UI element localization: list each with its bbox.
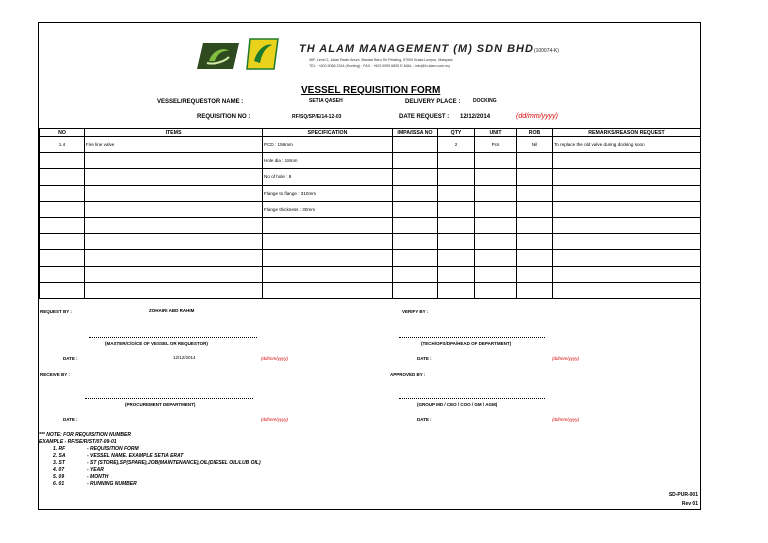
table-cell[interactable] xyxy=(438,234,475,250)
group-signature-line xyxy=(399,398,545,399)
table-cell[interactable] xyxy=(40,153,85,169)
date-hint-3: (dd/mm/yyyy) xyxy=(261,417,288,422)
date-label-3: DATE : xyxy=(63,417,78,422)
table-cell[interactable] xyxy=(40,185,85,201)
table-cell[interactable] xyxy=(438,153,475,169)
table-cell[interactable] xyxy=(393,266,438,282)
table-cell[interactable] xyxy=(553,282,701,298)
note-desc: - REQUISITION FORM xyxy=(87,446,139,452)
verify-by-label: VERIFY BY : xyxy=(402,309,429,314)
table-cell[interactable]: 2 xyxy=(438,137,475,153)
table-cell[interactable] xyxy=(85,234,263,250)
tech-caption: (TECH/OPS/DPA/HEAD OF DEPARTMENT) xyxy=(421,341,512,346)
table-cell[interactable]: Fire line valve xyxy=(85,137,263,153)
approved-by-label: APPROVED BY : xyxy=(390,372,426,377)
table-cell[interactable] xyxy=(475,153,517,169)
procurement-signature-line xyxy=(85,398,253,399)
table-cell[interactable] xyxy=(393,282,438,298)
request-by-label: REQUEST BY : xyxy=(40,309,72,314)
table-cell[interactable] xyxy=(85,169,263,185)
table-cell[interactable] xyxy=(553,201,701,217)
table-cell[interactable] xyxy=(85,201,263,217)
table-cell[interactable] xyxy=(393,185,438,201)
col-header-no: NO xyxy=(40,129,85,137)
table-cell[interactable]: No of hole : 8 xyxy=(263,169,393,185)
table-cell[interactable] xyxy=(263,250,393,266)
table-cell[interactable] xyxy=(85,250,263,266)
table-cell[interactable]: Flange to flange : 310mm xyxy=(263,185,393,201)
table-cell[interactable] xyxy=(85,185,263,201)
requisition-no-label: REQUISITION NO : xyxy=(197,114,251,120)
note-desc: - VESSEL NAME. EXAMPLE SETIA ERAT xyxy=(87,453,184,459)
table-cell[interactable] xyxy=(40,201,85,217)
table-cell[interactable] xyxy=(475,217,517,233)
table-cell[interactable] xyxy=(393,169,438,185)
table-cell[interactable] xyxy=(517,153,553,169)
table-row xyxy=(40,137,701,153)
note-code: 6. 01 xyxy=(53,481,65,487)
vessel-value[interactable]: SETIA QASEH xyxy=(309,98,343,104)
tech-signature-line xyxy=(399,337,545,338)
table-cell[interactable] xyxy=(40,217,85,233)
table-cell[interactable] xyxy=(263,234,393,250)
date-label-4: DATE : xyxy=(417,417,432,422)
col-header-impa: IMPA/ISSA NO xyxy=(393,129,438,137)
table-cell[interactable] xyxy=(438,217,475,233)
col-header-qty: QTY xyxy=(438,129,475,137)
table-cell[interactable] xyxy=(263,266,393,282)
table-row xyxy=(40,217,701,233)
company-logo-icon xyxy=(195,41,241,71)
table-cell[interactable]: PCD : 156mm xyxy=(263,137,393,153)
table-cell[interactable] xyxy=(517,282,553,298)
table-cell[interactable]: Hole dia : 18mm xyxy=(263,153,393,169)
table-cell[interactable] xyxy=(517,185,553,201)
table-cell[interactable] xyxy=(475,169,517,185)
requisition-no-value[interactable]: RF/SQ/SP/E/14-12-03 xyxy=(292,114,342,120)
table-cell[interactable] xyxy=(438,201,475,217)
table-cell[interactable] xyxy=(553,169,701,185)
items-table xyxy=(39,128,701,299)
date-label-2: DATE : xyxy=(417,356,432,361)
company-name-text: TH ALAM MANAGEMENT (M) SDN BHD xyxy=(299,43,534,55)
doc-revision: Rev 01 xyxy=(681,501,698,507)
table-cell[interactable] xyxy=(393,217,438,233)
form-title: VESSEL REQUISITION FORM xyxy=(301,85,441,96)
note-code: 3. ST xyxy=(53,460,65,466)
table-cell[interactable] xyxy=(517,201,553,217)
table-cell[interactable] xyxy=(553,153,701,169)
table-cell[interactable] xyxy=(85,266,263,282)
table-cell[interactable]: Flange thickness : 30mm xyxy=(263,201,393,217)
table-cell[interactable] xyxy=(85,153,263,169)
table-cell[interactable] xyxy=(517,234,553,250)
table-cell[interactable] xyxy=(553,185,701,201)
table-cell[interactable] xyxy=(393,153,438,169)
table-row xyxy=(40,282,701,298)
table-cell[interactable] xyxy=(263,217,393,233)
note-desc: - RUNNING NUMBER xyxy=(87,481,137,487)
table-cell[interactable] xyxy=(517,169,553,185)
table-cell[interactable] xyxy=(393,137,438,153)
table-cell[interactable] xyxy=(517,250,553,266)
col-header-remarks: REMARKS/REASON REQUEST xyxy=(553,129,701,137)
table-cell[interactable] xyxy=(438,266,475,282)
date-hint-4: (dd/mm/yyyy) xyxy=(552,417,579,422)
company-contact: TEL : +603 9058 2244 (Hunting) : FAX : +603 9059 6895 E-MAIL : info@th-alam.com.my xyxy=(309,64,451,68)
table-cell[interactable] xyxy=(40,169,85,185)
table-cell[interactable] xyxy=(475,185,517,201)
table-row xyxy=(40,266,701,282)
table-cell[interactable] xyxy=(475,266,517,282)
table-cell[interactable]: Pcs xyxy=(475,137,517,153)
delivery-value[interactable]: DOCKING xyxy=(473,98,497,104)
note-desc: - YEAR xyxy=(87,467,104,473)
table-cell[interactable] xyxy=(40,282,85,298)
table-cell[interactable] xyxy=(85,282,263,298)
table-row xyxy=(40,250,701,266)
table-cell[interactable] xyxy=(438,282,475,298)
table-cell[interactable] xyxy=(393,234,438,250)
table-cell[interactable] xyxy=(553,250,701,266)
table-cell[interactable] xyxy=(475,282,517,298)
table-row xyxy=(40,201,701,217)
date-format-hint: (dd/mm/yyyy) xyxy=(516,113,558,120)
master-caption: (MASTER/C/O/CE OF VESSEL OR REQUESTOR) xyxy=(105,341,208,346)
table-cell[interactable] xyxy=(40,234,85,250)
receive-by-label: RECEIVE BY : xyxy=(40,372,70,377)
table-row xyxy=(40,185,701,201)
table-cell[interactable]: To replace the old valve during docking soon xyxy=(553,137,701,153)
vessel-label: VESSEL/REQUESTOR NAME : xyxy=(157,99,244,105)
table-cell[interactable]: 1.4 xyxy=(40,137,85,153)
request-date[interactable]: 12/12/2014 xyxy=(173,355,196,360)
company-address: 36F, Level 2, Jalan Radin Anum, Bandar Baru Sri Petaling, 57000 Kuala Lumpur, Malaysia xyxy=(309,58,453,62)
table-cell[interactable] xyxy=(553,266,701,282)
table-cell[interactable] xyxy=(475,250,517,266)
request-by-name[interactable]: ZOHAIRI ABD RAHIM xyxy=(149,308,195,313)
note-code: 1. RF xyxy=(53,446,66,452)
col-header-items: ITEMS xyxy=(85,129,263,137)
table-cell[interactable] xyxy=(475,234,517,250)
table-cell[interactable] xyxy=(517,266,553,282)
table-row xyxy=(40,234,701,250)
table-cell[interactable] xyxy=(553,217,701,233)
table-cell[interactable] xyxy=(40,250,85,266)
group-caption: (GROUP MD / CEO / COO / GM / AGM) xyxy=(417,402,498,407)
table-cell[interactable] xyxy=(553,234,701,250)
brand-logo-icon xyxy=(246,37,280,71)
note-desc: - MONTH xyxy=(87,474,109,480)
procurement-caption: (PROCUREMENT DEPARTMENT) xyxy=(125,402,196,407)
company-name xyxy=(299,43,559,55)
requisition-form-page xyxy=(38,22,701,510)
table-cell[interactable] xyxy=(438,185,475,201)
table-cell[interactable] xyxy=(438,250,475,266)
date-request-value[interactable]: 12/12/2014 xyxy=(460,114,491,120)
table-cell[interactable] xyxy=(438,169,475,185)
table-cell[interactable] xyxy=(475,201,517,217)
master-signature-line xyxy=(89,337,257,338)
table-cell[interactable] xyxy=(263,282,393,298)
date-hint-1: (dd/mm/yyyy) xyxy=(261,356,288,361)
note-example: EXAMPLE - RF/SE/R/ST/07-09-01 xyxy=(39,439,117,445)
table-row xyxy=(40,153,701,169)
table-cell[interactable] xyxy=(40,266,85,282)
date-hint-2: (dd/mm/yyyy) xyxy=(552,356,579,361)
company-reg: (100074-K) xyxy=(533,48,559,54)
col-header-specification: SPECIFICATION xyxy=(263,129,393,137)
date-request-label: DATE REQUEST : xyxy=(399,114,450,120)
col-header-unit: UNIT xyxy=(475,129,517,137)
table-row xyxy=(40,169,701,185)
table-cell[interactable] xyxy=(393,201,438,217)
date-label-1: DATE : xyxy=(63,356,78,361)
table-cell[interactable] xyxy=(85,217,263,233)
delivery-label: DELIVERY PLACE : xyxy=(405,99,461,105)
note-desc: - ST (STORE),SP(SPARE),JOB(MAINTENANCE),OIL(DIESEL OIL/LUB OIL) xyxy=(87,460,261,466)
table-cell[interactable]: Nil xyxy=(517,137,553,153)
note-code: 5. 09 xyxy=(53,474,65,480)
table-header-row xyxy=(40,129,701,137)
col-header-rob: ROB xyxy=(517,129,553,137)
doc-code: SD-PUR-001 xyxy=(668,492,698,498)
note-code: 4. 07 xyxy=(53,467,65,473)
note-title: *** NOTE: FOR REQUISITION NUMBER xyxy=(39,432,131,438)
note-code: 2. SA xyxy=(53,453,66,459)
table-cell[interactable] xyxy=(393,250,438,266)
table-cell[interactable] xyxy=(517,217,553,233)
